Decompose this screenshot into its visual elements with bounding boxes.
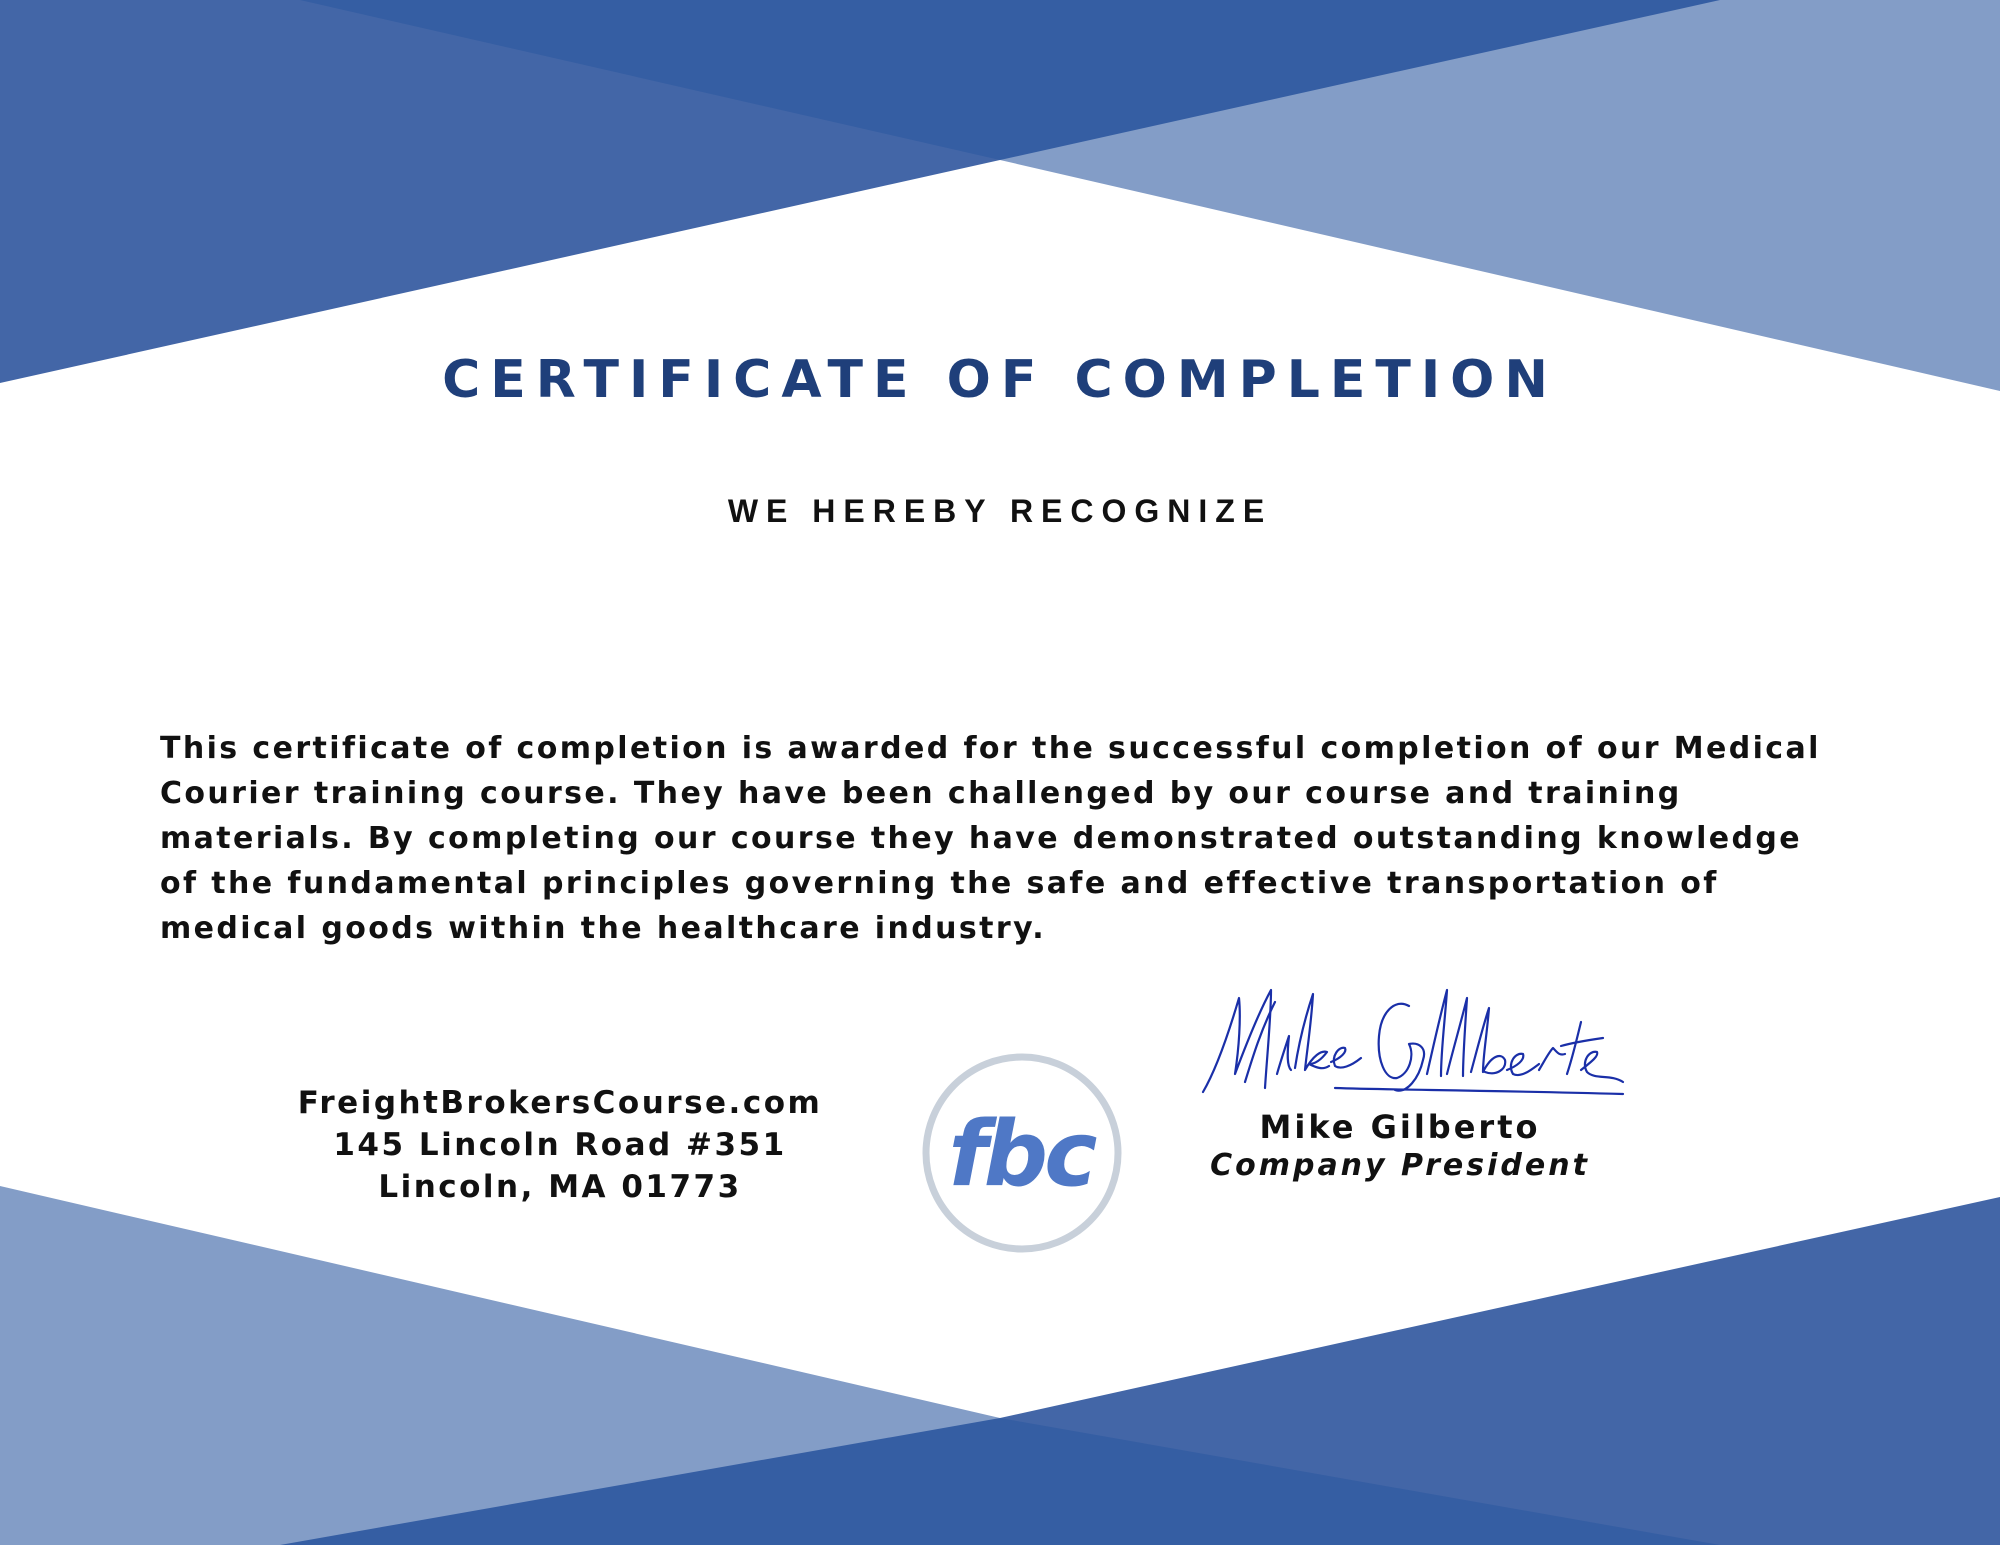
certificate-body: This certificate of completion is awarded for the successful completion of our Medical Courier training course. They have been challenged by our course and training materials. By completing our course they have demonstrated outstanding knowledge of the fundamental principles governing the safe and effective transportation of medical goods within the healthcare industry. [160,731,1821,946]
certificate-subtitle: WE HEREBY RECOGNIZE [727,493,1273,529]
fbc-logo [920,1051,1124,1255]
issuer-address-line1: 145 Lincoln Road #351 [333,1127,787,1163]
logo-text: fbc [948,1102,1094,1207]
signer-title: Company President [1210,1148,1590,1183]
signer-block [1160,1108,1640,1183]
issuer-website: FreightBrokersCourse.com [297,1085,823,1121]
issuer-address [220,1082,900,1208]
signer-name: Mike Gilberto [1259,1108,1541,1146]
signature-image [1195,970,1625,1110]
certificate-title: CERTIFICATE OF COMPLETION [442,350,1558,410]
issuer-address-line2: Lincoln, MA 01773 [378,1169,742,1205]
